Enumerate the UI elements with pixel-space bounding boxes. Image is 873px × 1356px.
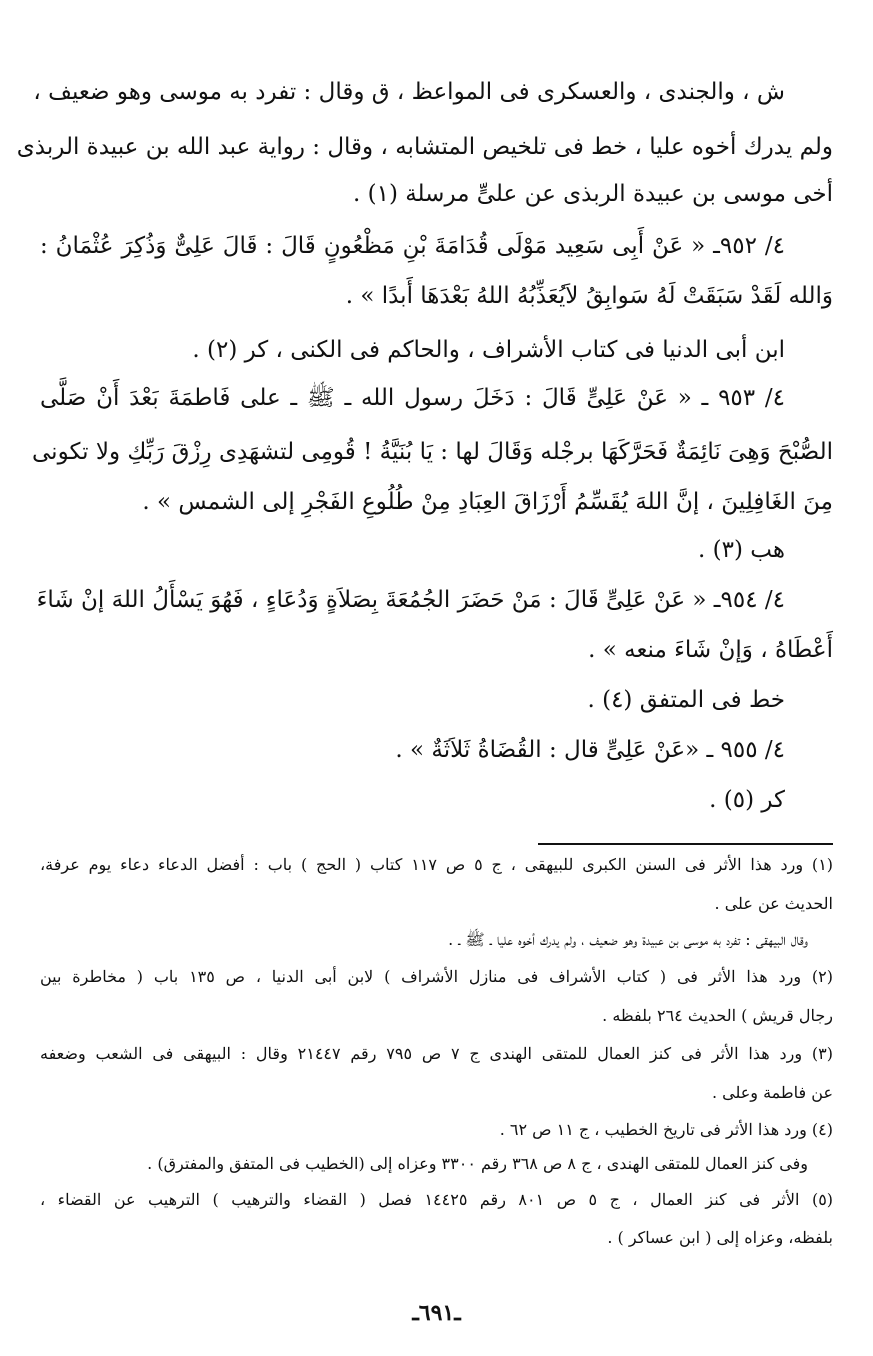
- main-line: هب (٣) .: [698, 537, 785, 563]
- main-line: كر (٥) .: [709, 787, 785, 813]
- footnote-line: رجال قريش ) الحديث ٢٦٤ بلفظه .: [602, 1006, 833, 1025]
- hadith-952-line: ٤/ ٩٥٢ـ « عَنْ أَبِى سَعِيد مَوْلَى قُدَامَةَ بْنِ مَظْعُونٍ قَالَ : قَالَ عَلِىٌّ وَذُكِرَ عُثْمَانُ :: [40, 233, 785, 259]
- main-line: مِنَ الغَافِلِينَ ، إنَّ اللهَ يُقَسِّمُ أَرْزَاقَ العِبَادِ مِنْ طُلُوعِ الفَجْرِ إلى الشمس » .: [142, 489, 833, 515]
- footnote-line: (٢) ورد هذا الأثر فى ( كتاب الأشراف فى منازل الأشراف ) لابن أبى الدنيا ، ص ١٣٥ باب ( مخاطرة بين: [40, 967, 834, 986]
- hadith-954-line: ٤/ ٩٥٤ـ « عَنْ عَلِىٍّ قَالَ : مَنْ حَضَرَ الجُمُعَةَ بِصَلاَةٍ وَدُعَاءٍ ، فَهُوَ يَسْأَلُ اللهَ إنْ شَاءَ: [36, 587, 785, 613]
- footnote-divider: [538, 843, 833, 845]
- main-line: ابن أبى الدنيا فى كتاب الأشراف ، والحاكم فى الكنى ، كر (٢) .: [192, 337, 785, 363]
- main-line: ولم يدرك أخوه عليا ، خط فى تلخيص المتشابه ، وقال : رواية عبد الله بن عبيدة الربذى: [16, 134, 833, 160]
- footnote-line: وفى كنز العمال للمتقى الهندى ، ج ٨ ص ٣٦٨ رقم ٣٣٠٠ وعزاه إلى (الخطيب فى المتفق والمفترق) .: [147, 1154, 808, 1173]
- footnote-line: عن فاطمة وعلى .: [711, 1083, 833, 1102]
- footnote-line: الحديث عن على .: [714, 894, 833, 913]
- footnote-line: بلفظه، وعزاه إلى ( ابن عساكر ) .: [607, 1228, 833, 1247]
- footnote-line: (٤) ورد هذا الأثر فى تاريخ الخطيب ، ج ١١ ص ٦٢ .: [499, 1120, 833, 1139]
- main-line: أخى موسى بن عبيدة الربذى عن علىٍّ مرسلة (١) .: [352, 181, 833, 207]
- main-line: وَالله لَقَدْ سَبَقَتْ لَهُ سَوابِقُ لاَيُعَذِّبُهُ اللهُ بَعْدَهَا أَبدًا » .: [345, 283, 833, 309]
- main-line: أَعْطَاهُ ، وَإنْ شَاءَ منعه » .: [588, 637, 833, 663]
- main-line: ش ، والجندى ، والعسكرى فى المواعظ ، ق وقال : تفرد به موسى وهو ضعيف ،: [33, 79, 785, 105]
- main-line: خط فى المتفق (٤) .: [587, 687, 785, 713]
- footnote-line: (١) ورد هذا الأثر فى السنن الكبرى للبيهقى ، ج ٥ ص ١١٧ كتاب ( الحج ) باب : أفضل الدعاء دعاء يوم عرفة،: [40, 855, 834, 874]
- footnote-line: (٣) ورد هذا الأثر فى كنز العمال للمتقى الهندى ج ٧ ص ٧٩٥ رقم ٢١٤٤٧ وقال : البيهقى فى الشعب وضعفه: [40, 1044, 833, 1063]
- footnote-line: وقال البيهقى : تفرد به موسى بن عبيدة وهو ضعيف ، ولم يدرك أخوه عليا ـ ﷺ ـ .: [448, 930, 808, 949]
- page-number: ـ٦٩١ـ: [412, 1300, 461, 1326]
- hadith-955-line: ٤/ ٩٥٥ ـ «عَنْ عَلِىٍّ قال : القُضَاةُ ثَلاَثَةٌ » .: [395, 737, 785, 763]
- main-line: الصُّبْحَ وَهِىَ نَائِمَةٌ فَحَرَّكَهَا برجْله وَقَالَ لها : يَا بُنَيَّةُ ! قُومِى لتشهَدِى رِزْقَ رَبِّكِ ولا تكونى: [32, 439, 833, 465]
- footnote-line: (٥) الأثر فى كنز العمال ، ج ٥ ص ٨٠١ رقم ١٤٤٢٥ فصل ( القضاء والترهيب ) الترهيب عن القضاء ،: [40, 1190, 834, 1209]
- hadith-953-line: ٤/ ٩٥٣ ـ « عَنْ عَلِىٍّ قَالَ : دَخَلَ رسول الله ـ ﷺ ـ على فَاطمَةَ بَعْدَ أَنْ صَلَّى: [40, 385, 785, 411]
